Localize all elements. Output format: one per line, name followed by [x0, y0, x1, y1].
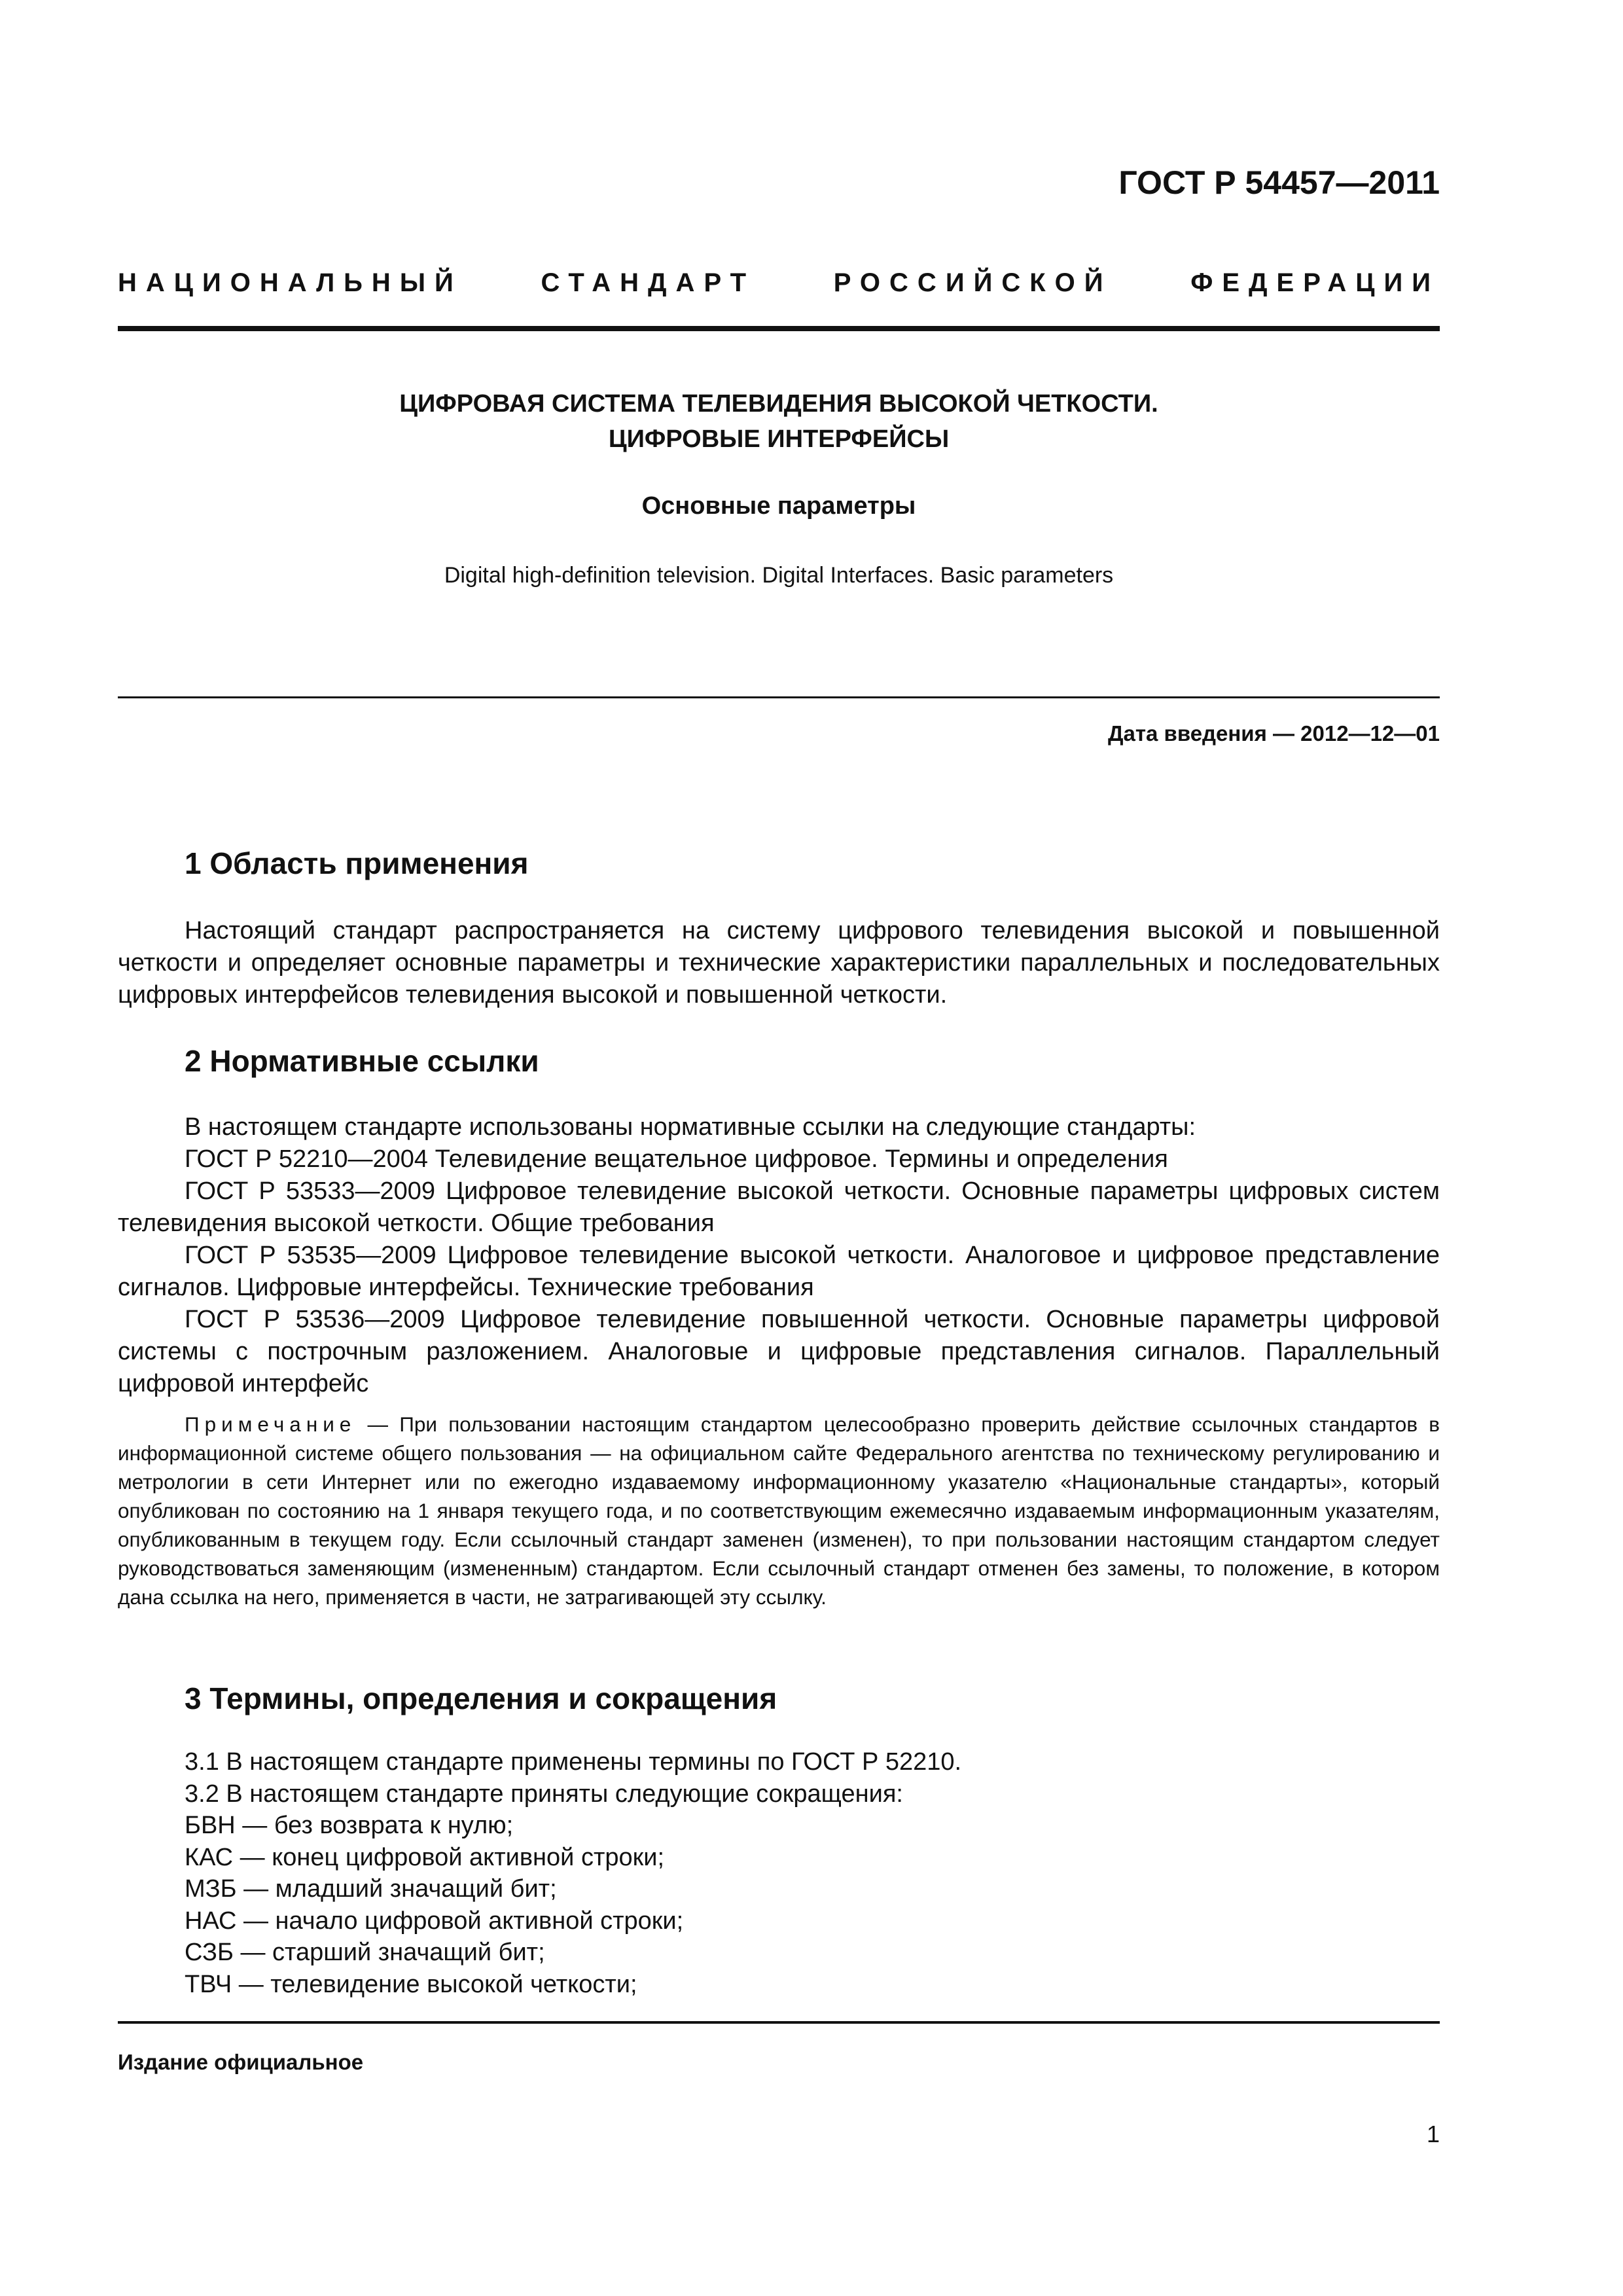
edition-label: Издание официальное	[118, 2050, 364, 2074]
section-1-body	[118, 915, 1440, 1011]
list-item: БВН — без возврата к нулю;	[185, 1812, 514, 1839]
title-line-2: ЦИФРОВЫЕ ИНТЕРФЕЙСЫ	[608, 425, 950, 453]
page-number: 1	[1426, 2121, 1440, 2147]
header-divider	[118, 326, 1440, 331]
section-1-paragraph: Настоящий стандарт распространяется на систему цифрового телевидения высокой и повышенной четкости и определяет основные параметры и технические характеристики параллельных и последовательных цифровых интерфейсов телевидения высокой и повышенной четкости.	[118, 917, 1440, 1009]
list-item: НАС — начало цифровой активной строки;	[185, 1907, 684, 1935]
list-item: КАС — конец цифровой активной строки;	[185, 1843, 665, 1871]
reference-item: ГОСТ Р 52210—2004 Телевидение вещательное цифровое. Термины и определения	[185, 1145, 1168, 1173]
section-2-note	[118, 1410, 1440, 1611]
note-paragraph	[118, 1410, 1440, 1611]
document-subtitle: Основные параметры	[641, 492, 916, 520]
introduction-date: Дата введения — 2012—12—01	[1108, 721, 1440, 745]
section-2-body	[118, 1111, 1440, 1400]
list-item: МЗБ — младший значащий бит;	[185, 1875, 557, 1903]
list-item: 3.1 В настоящем стандарте применены термины по ГОСТ Р 52210.	[185, 1748, 962, 1776]
note-label: Примечание	[185, 1412, 357, 1436]
national-standard-banner: НАЦИОНАЛЬНЫЙ СТАНДАРТ РОССИЙСКОЙ ФЕДЕРАЦИИ	[118, 268, 1440, 297]
section-2-heading: 2 Нормативные ссылки	[185, 1044, 539, 1078]
list-item: 3.2 В настоящем стандарте приняты следующие сокращения:	[185, 1780, 903, 1808]
title-line-1: ЦИФРОВАЯ СИСТЕМА ТЕЛЕВИДЕНИЯ ВЫСОКОЙ ЧЕТКОСТИ.	[399, 390, 1158, 418]
reference-item: ГОСТ Р 53536—2009 Цифровое телевидение повышенной четкости. Основные параметры цифровой системы с построчным разложением. Аналоговые и цифровые представления сигналов. Параллельный цифровой интерфейс	[118, 1306, 1440, 1397]
section-2-intro: В настоящем стандарте использованы нормативные ссылки на следующие стандарты:	[185, 1113, 1196, 1141]
document-number: ГОСТ Р 54457—2011	[1118, 164, 1440, 201]
note-text: — При пользовании настоящим стандартом целесообразно проверить действие ссылочных стандартов в информационной системе общего пользования — на официальном сайте Федерального агентства по техническому регулированию и метрологии в сети Интернет или по ежегодно издаваемому информационному указателю «Национальные стандарты», который опубликован по состоянию на 1 января текущего года, и по соответствующим ежемесячно издаваемым информационным указателям, опубликованным в текущем году. Если ссылочный стандарт заменен (изменен), то при пользовании настоящим стандартом следует руководствоваться заменяющим (измененным) стандартом. Если ссылочный стандарт отменен без замены, то положение, в котором дана ссылка на него, применяется в части, не затрагивающей эту ссылку.	[118, 1412, 1440, 1609]
section-3-heading: 3 Термины, определения и сокращения	[185, 1681, 777, 1715]
abbreviations-list	[185, 1746, 1428, 2000]
reference-item: ГОСТ Р 53533—2009 Цифровое телевидение высокой четкости. Основные параметры цифровых систем телевидения высокой четкости. Общие требования	[118, 1177, 1440, 1237]
document-title	[118, 386, 1440, 457]
reference-item: ГОСТ Р 53535—2009 Цифровое телевидение высокой четкости. Аналоговое и цифровое представление сигналов. Цифровые интерфейсы. Технические требования	[118, 1242, 1440, 1301]
english-title: Digital high-definition television. Digital Interfaces. Basic parameters	[444, 563, 1114, 588]
list-item: ТВЧ — телевидение высокой четкости;	[185, 1970, 637, 1998]
footer-divider	[118, 2021, 1440, 2024]
title-divider	[118, 696, 1440, 698]
section-1-heading: 1 Область применения	[185, 846, 529, 880]
list-item: СЗБ — старший значащий бит;	[185, 1939, 545, 1966]
